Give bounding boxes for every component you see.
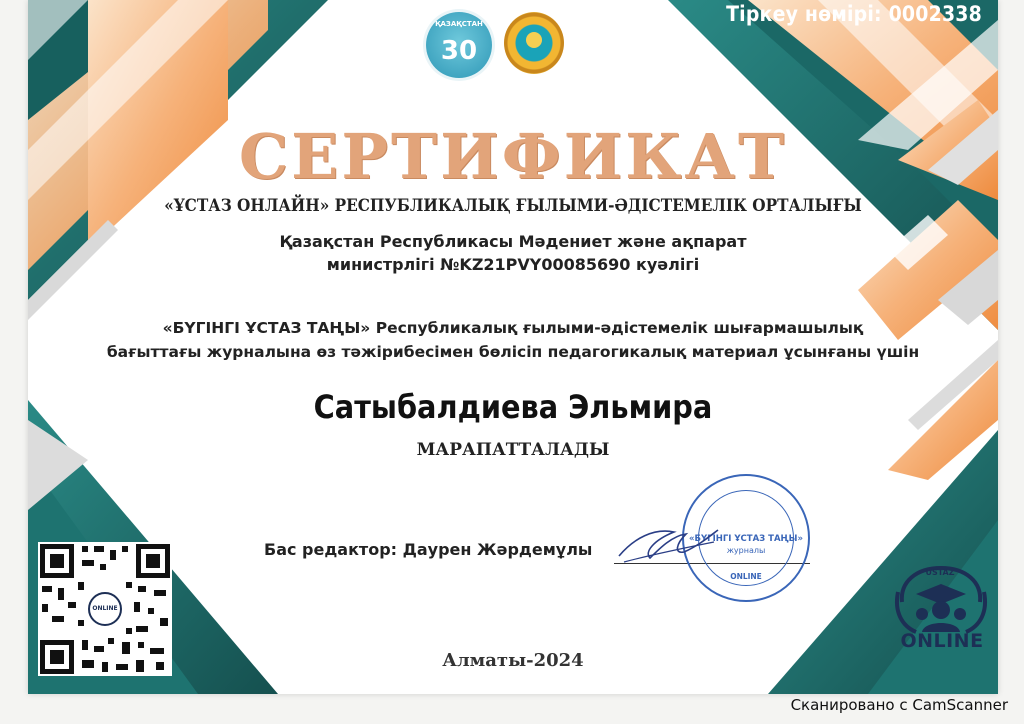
state-emblem-icon bbox=[504, 12, 564, 74]
certificate-page bbox=[28, 0, 998, 694]
stamp-journal-sub: журналы bbox=[726, 546, 766, 555]
recipient-name: Сатыбалдиева Эльмира bbox=[313, 388, 713, 426]
logo-number: 30 bbox=[440, 36, 478, 66]
logo-caption: ҚАЗАҚСТАН bbox=[435, 20, 483, 28]
organization-name: «ҰСТАЗ ОНЛАЙН» РЕСПУБЛИКАЛЫҚ ҒЫЛЫМИ-ӘДІСТЕМЕЛІК ОРТАЛЫҒЫ bbox=[164, 196, 862, 216]
awarded-label: МАРАПАТТАЛАДЫ bbox=[416, 440, 610, 460]
signature-icon bbox=[614, 518, 724, 568]
ministry-line-2: министрлігі №KZ21PVY00085690 куәлігі bbox=[326, 255, 700, 274]
reason-line-1: «БҮГІНГІ ҰСТАЗ ТАҢЫ» Республикалық ғылыми-әдістемелік шығармашылық bbox=[162, 319, 864, 337]
scanner-watermark: Сканировано с CamScanner bbox=[790, 696, 1008, 714]
registration-number: Тіркеу нөмірі: 0002338 bbox=[726, 2, 982, 26]
brand-online-text: ONLINE bbox=[900, 630, 984, 652]
award-reason bbox=[68, 316, 958, 364]
reason-line-2: бағыттағы журналына өз тәжірибесімен бөлісіп педагогикалық материал ұсынғаны үшін bbox=[106, 343, 920, 361]
stamp-online: ONLINE bbox=[730, 572, 762, 581]
ministry-line-1: Қазақстан Республикасы Мәдениет және ақпарат bbox=[279, 232, 747, 251]
kazakhstan-30-logo bbox=[426, 12, 492, 78]
brand-ustaz-text: USTAZ bbox=[925, 568, 955, 577]
stamp-journal-name: «БҮГІНГІ ҰСТАЗ ТАҢЫ» bbox=[689, 534, 803, 544]
chief-editor: Бас редактор: Даурен Жәрдемұлы bbox=[264, 540, 593, 559]
city-year: Алматы-2024 bbox=[442, 650, 584, 671]
certificate-title: СЕРТИФИКАТ bbox=[238, 120, 788, 193]
ministry-text bbox=[28, 230, 998, 276]
qr-online-badge: ONLINE bbox=[88, 592, 122, 626]
